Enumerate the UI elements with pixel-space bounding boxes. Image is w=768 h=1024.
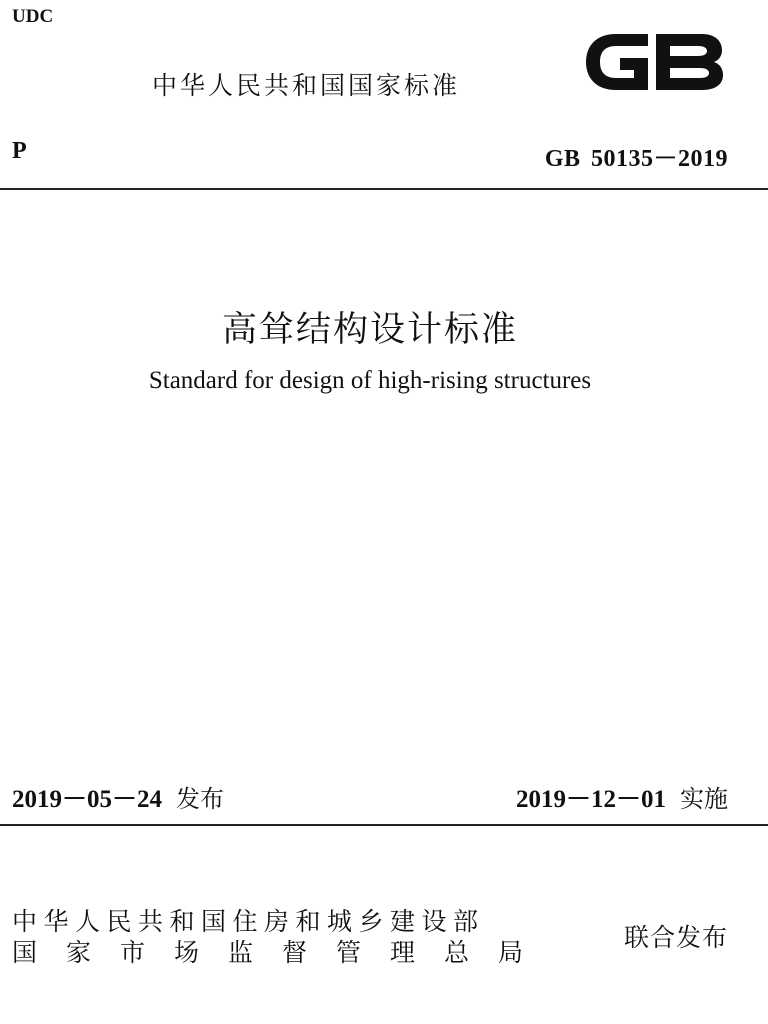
joint-issue-label: 联合发布 [623, 923, 728, 952]
gb-logo-icon [580, 26, 728, 98]
implement-date-line [516, 779, 728, 815]
divider-top [0, 188, 768, 190]
implement-date: 2019－12－01 [515, 786, 666, 813]
udc-label: UDC [12, 6, 54, 27]
title-chinese: 高耸结构设计标准 [221, 310, 518, 350]
issue-label: 发布 [176, 785, 225, 813]
issue-date: 2019－05－24 [12, 786, 163, 813]
issuer-administration: 国家市场监督管理总局 [12, 938, 553, 967]
issuer-ministry: 中华人民共和国住房和城乡建设部 [12, 907, 485, 936]
classification-code: P [12, 138, 27, 164]
title-english: Standard for design of high-rising structures [148, 367, 592, 394]
standard-number: GB 50135－2019 [544, 146, 728, 172]
divider-bottom [0, 824, 768, 826]
implement-label: 实施 [680, 785, 728, 813]
national-standard-heading: 中华人民共和国国家标准 [152, 71, 461, 100]
issue-date-line [12, 779, 224, 815]
